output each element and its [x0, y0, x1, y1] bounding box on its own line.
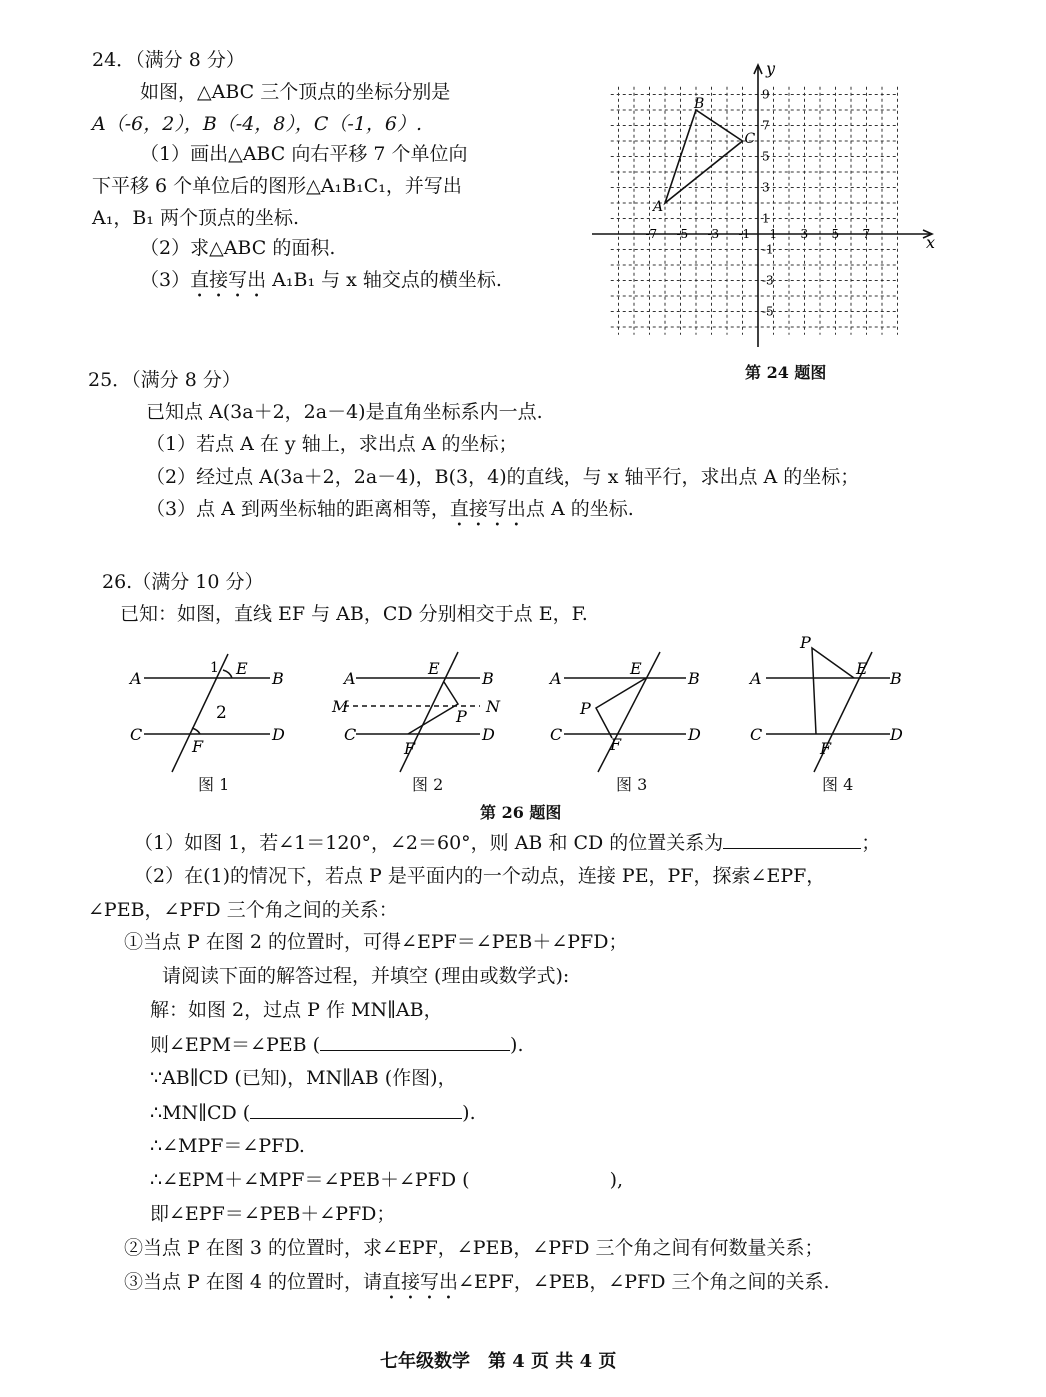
q26-line1: 已知：如图，直线 EF 与 AB，CD 分别相交于点 E，F.	[120, 603, 588, 625]
q25-line3: （2）经过点 A(3a＋2，2a－4)，B(3，4)的直线，与 x 轴平行，求出点 A 的坐标；	[146, 466, 860, 488]
q26-part1: （1）如图 1，若∠1＝120°，∠2＝60°，则 AB 和 CD 的位置关系为 ；	[134, 832, 881, 854]
y-tick-label: 7	[762, 118, 770, 133]
y-tick-label: -3	[762, 273, 774, 288]
x-tick-label: 5	[831, 227, 840, 241]
q24-line2: A（-6，2），B（-4，8），C（-1，6）.	[92, 113, 423, 135]
label-p: P	[800, 633, 811, 652]
x-axis-label: x	[926, 233, 936, 252]
label-angle-2: 2	[216, 703, 227, 723]
label-d: D	[688, 725, 701, 744]
q25-header: 25．（满分 8 分）	[88, 369, 241, 391]
answer-blank-3[interactable]	[250, 1100, 462, 1119]
q25-line4: （3）点 A 到两坐标轴的距离相等，直接写出点 A 的坐标.	[146, 498, 634, 520]
q24-line4: 下平移 6 个单位后的图形△A₁B₁C₁，并写出	[92, 175, 462, 197]
y-tick-label: 3	[762, 180, 770, 195]
y-tick-label: -1	[762, 242, 774, 257]
answer-blank-1[interactable]	[723, 830, 861, 849]
label-p: P	[456, 707, 467, 726]
q26-fig3-caption: 图 3	[616, 775, 648, 794]
q26-figure-3	[540, 648, 720, 778]
q26-part2-line2: ∠PEB，∠PFD 三个角之间的关系：	[88, 899, 398, 921]
x-tick-label: 1	[769, 227, 778, 241]
q24-coordinate-graph	[590, 62, 940, 352]
q26-fig4-caption: 图 4	[822, 775, 854, 794]
label-b: B	[482, 669, 494, 688]
segments-pe-pf	[812, 648, 854, 734]
q24-line6: （2）求△ABC 的面积.	[140, 237, 336, 259]
y-tick-label: 9	[762, 87, 770, 102]
q26-fig2-caption: 图 2	[412, 775, 444, 794]
q26-fig1-caption: 图 1	[198, 775, 230, 794]
q26-case1-instruction: 请阅读下面的解答过程，并填空 (理由或数学式):	[162, 965, 570, 987]
q24-figure-caption: 第 24 题图	[745, 363, 827, 382]
label-e: E	[630, 659, 642, 678]
label-a: A	[344, 669, 356, 688]
q24-line5: A₁，B₁ 两个顶点的坐标.	[92, 207, 299, 229]
vertex-label-a: A	[653, 199, 664, 215]
q25-line2: （1）若点 A 在 y 轴上，求出点 A 的坐标；	[146, 433, 518, 455]
q26-case3: ③当点 P 在图 4 的位置时，请直接写出∠EPF，∠PEB，∠PFD 三个角之间的关系.	[124, 1271, 830, 1293]
x-tick-label: -5	[676, 227, 689, 241]
label-c: C	[344, 725, 357, 744]
q26-figure-4	[740, 630, 920, 778]
q26-part2-line1: （2）在(1)的情况下，若点 P 是平面内的一个动点，连接 PE，PF，探索∠EPF，	[134, 865, 826, 887]
label-d: D	[272, 725, 285, 744]
q26-emphasis: 直接写出	[382, 1271, 459, 1293]
q26-case2: ②当点 P 在图 3 的位置时，求∠EPF，∠PEB，∠PFD 三个角之间有何数量关系；	[124, 1237, 824, 1259]
label-c: C	[750, 725, 763, 744]
q24-line1: 如图，△ABC 三个顶点的坐标分别是	[140, 81, 451, 103]
y-tick-label: 5	[762, 149, 770, 164]
label-a: A	[750, 669, 762, 688]
y-tick-label: -5	[762, 304, 774, 319]
label-d: D	[890, 725, 903, 744]
label-e: E	[428, 659, 440, 678]
label-angle-1: 1	[210, 660, 219, 676]
q26-figure-group-caption: 第 26 题图	[480, 803, 562, 822]
q26-solution-line6: ∴∠EPM＋∠MPF＝∠PEB＋∠PFD ( ),	[150, 1169, 624, 1191]
y-tick-label: 1	[762, 211, 770, 226]
q26-solution-line4: ∴MN∥CD ( ).	[150, 1102, 476, 1124]
label-d: D	[482, 725, 495, 744]
label-a: A	[550, 669, 562, 688]
q26-solution-line2: 则∠EPM＝∠PEB ( ).	[150, 1034, 524, 1056]
angle-1-arc	[223, 670, 232, 678]
label-f: F	[404, 739, 416, 758]
label-f: F	[820, 739, 832, 758]
segments-pe-pf	[408, 682, 458, 734]
q26-solution-line5: ∴∠MPF＝∠PFD.	[150, 1135, 305, 1157]
q24-line3: （1）画出△ABC 向右平移 7 个单位向	[140, 143, 468, 165]
label-c: C	[130, 725, 143, 744]
x-tick-label: -1	[738, 227, 751, 241]
q26-solution-line3: ∵AB∥CD (已知)，MN∥AB (作图)，	[150, 1067, 457, 1089]
label-e: E	[856, 659, 868, 678]
label-p: P	[580, 699, 591, 718]
q24-line7: （3）直接写出 A₁B₁ 与 x 轴交点的横坐标.	[140, 269, 502, 291]
q26-figure-2	[330, 648, 510, 778]
label-b: B	[688, 669, 700, 688]
y-axis-label: y	[766, 62, 776, 78]
label-a: A	[130, 669, 142, 688]
label-m: M	[332, 697, 349, 716]
x-tick-label: 7	[862, 227, 871, 241]
x-tick-label: -3	[707, 227, 720, 241]
label-b: B	[272, 669, 284, 688]
vertex-label-c: C	[744, 131, 756, 147]
label-f: F	[192, 737, 204, 756]
label-c: C	[550, 725, 563, 744]
line-ef	[598, 652, 660, 772]
page-footer: 七年级数学 第 4 页 共 4 页	[380, 1351, 617, 1372]
label-n: N	[486, 697, 500, 716]
q26-figure-1	[120, 648, 300, 778]
q25-emphasis: 直接写出	[449, 498, 526, 520]
vertex-label-b: B	[694, 96, 705, 112]
q26-case1: ①当点 P 在图 2 的位置时，可得∠EPF＝∠PEB＋∠PFD；	[124, 931, 628, 953]
x-tick-label: 3	[800, 227, 809, 241]
answer-blank-2[interactable]	[320, 1032, 510, 1051]
x-tick-label: -7	[645, 227, 658, 241]
label-b: B	[890, 669, 902, 688]
q25-line1: 已知点 A(3a＋2，2a－4)是直角坐标系内一点.	[146, 401, 543, 423]
label-e: E	[236, 659, 248, 678]
q24-header: 24．（满分 8 分）	[92, 49, 245, 71]
angle-2-arc	[192, 728, 200, 734]
q24-emphasis: 直接写出	[190, 269, 267, 291]
q26-header: 26.（满分 10 分）	[102, 571, 264, 593]
q26-solution-line1: 解：如图 2，过点 P 作 MN∥AB，	[150, 999, 443, 1021]
q26-solution-line7: 即∠EPF＝∠PEB＋∠PFD；	[150, 1203, 396, 1225]
label-f: F	[610, 735, 622, 754]
